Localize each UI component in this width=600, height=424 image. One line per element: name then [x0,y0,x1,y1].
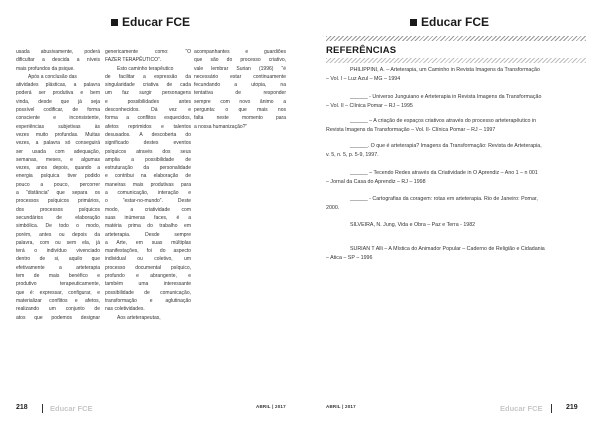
reference-line: ______. O que é arteterapia? Imagens da Transformação: Revista de Arteterapia, [350,143,542,149]
text-column-1 [16,48,100,322]
text-line: nas coletividades. [105,306,145,313]
right-footer-date-box [326,404,356,409]
right-page-number: 219 [566,404,578,411]
text-line: realizando um conjunto de [16,306,100,313]
text-line: produtivo terapeuticamente, [16,281,100,288]
text-line: arteterapia. Desde sempre [105,231,191,238]
left-footer-brand-box [50,404,93,413]
text-line: processos psíquicos primários, [16,198,100,205]
reference-line: v. 5, n. 5, p. 5-9, 1997. [326,151,379,158]
reference-entry [326,221,584,230]
reference-line: – Vol. II – Clínica Pomar – RJ – 1995 [326,102,413,109]
text-column-2 [105,48,191,322]
text-line: efetivamente a arteterapia [16,264,100,271]
text-line: pouco a pouco, percorrer [16,181,100,188]
reference-line: – Atica – SP – 1996 [326,254,373,261]
reference-line: SURIAN T Alli – A Mística do Animador Popular – Caderno de Religião e Cidadania [350,246,545,252]
text-line: de facilitar a expressão da [105,73,191,80]
text-column-3 [194,48,286,131]
left-page-number: 218 [16,404,28,411]
reference-line: – Vol. I – Luz Azul – MG – 1994 [326,75,401,82]
text-line: desusados. A descoberta do [105,131,191,138]
text-line: modo, a criatividade com [105,206,191,213]
right-header [410,15,489,29]
text-line: Esto caminho terapêutico [117,65,174,72]
text-line: mais profundos da psique. [16,65,75,72]
text-line: significado destes eventos [105,140,191,147]
text-line: também uma interessante [105,281,191,288]
text-line: ser usada com adequação, [16,148,100,155]
text-line: atividades plásticas, a palavra [16,82,100,89]
text-line: semanas, meses, e algumas [16,156,100,163]
reference-entry [326,245,584,262]
text-line: a comunicação, interação e [105,190,191,197]
text-line: transformação e aglutinação [105,297,191,304]
text-line: pergunta: o que mais nos [194,107,286,114]
right-footer-divider [551,404,552,413]
text-line: o “estar-no-mundo”. Deste [105,198,191,205]
text-line: profundo e abrangente, e [105,273,191,280]
reference-line: PHILIPPINI, A. – Arteterapia, um Caminho in Revista Imagens da Transformação [350,67,540,73]
reference-line: ______ – A criação de espaços criativos através do processo arteterapêutico in [350,118,537,124]
text-line: energia psíquica tiver podido [16,173,100,180]
left-footer-date-box [256,404,286,409]
text-line: psíquicos através dos seus [105,148,191,155]
text-line: forma a conflitos esquecidos, [105,115,191,122]
left-footer-brand: Educar FCE [50,404,93,413]
text-line: vale lembrar Surian (1996) “é [194,65,286,72]
reference-entry [326,93,584,110]
text-line: necessário estar continuamente [194,73,286,80]
text-line: um faz surgir personagens [105,90,191,97]
text-line: simbólica. De todo o modo, [16,223,100,230]
text-line: dificultar a descida a níveis [16,57,100,64]
text-line: possível codificar, de forma [16,107,100,114]
reference-entry [326,142,584,159]
text-line: vinda, desde que já seja [16,98,100,105]
reference-line: 2000. [326,204,340,211]
text-line: suas inúmeras faces, é a [105,214,191,221]
text-line: poderá ser produtiva e bem [16,90,100,97]
text-line: FAZER TERAPÊUTICO”. [105,57,162,64]
text-line: dos processos psíquicos [16,206,100,213]
text-line: usada abusivamente, poderá [16,49,100,55]
text-line: processo documental psíquico, [105,264,191,271]
text-line: vezes, anos depois, quando a [16,165,100,172]
right-footer-brand-box [500,404,543,413]
right-header-title: Educar FCE [421,15,490,29]
text-line: palavra, com ou sem ela, já [16,239,100,246]
text-line: afetos reprimidos e talentos [105,123,191,130]
text-line: tem de mais benéfico e [16,273,100,280]
text-line: vezes, a palavra só conseguirá [16,140,100,147]
text-line: genericamente como: “O [105,49,191,55]
reference-line: ______ – Tecendo Redes através da Criatividade in O Aprendiz – Ano 1 – n 001 [350,170,538,176]
reference-line: ______ - Universo Junguiano e Arteterapia in Revista Imagens da Transformação [350,94,542,100]
right-page-number-box [566,404,578,411]
reference-entry [326,195,584,212]
text-line: Aos arteterapeutas, [117,314,161,321]
text-line: tentativa de responder [194,90,286,97]
hatch-divider-top [326,36,586,41]
reference-line: SILVEIRA, N. Jung, Vida e Obra – Paz e Terra - 1982 [350,222,476,228]
text-line: falta neste momento para [194,115,286,122]
reference-line: ______ - Cartografias da coragem: rotas em arteterapia. Rio de Janeiro: Pomar, [350,196,538,202]
reference-line: Revista Imagens da Transformação – Vol. II- Clínica Pomar – RJ – 1997 [326,126,496,133]
text-line: maneiras mais produtivas para [105,181,191,188]
text-line: consciente e inconsistente, [16,115,100,122]
text-line: terá o indivíduo vivenciado [16,248,100,255]
text-line: que são do processo criativo, [194,57,286,64]
left-footer-divider [42,404,43,413]
text-line: matéria prima do trabalho em [105,223,191,230]
text-line: possibilidade de comunicação, [105,289,191,296]
text-line: amplia a possibilidade de [105,156,191,163]
text-line: e possibilidades antes [105,98,191,105]
right-footer-date: ABRIL | 2017 [326,404,356,409]
text-line: experiências subjetivas às [16,123,100,130]
reference-entry [326,169,584,186]
text-line: que é: expressar, configurar, e [16,289,100,296]
reference-line: – Jornal da Casa do Aprendiz – RJ – 1998 [326,178,426,185]
text-line: a “distância” que separa os [16,190,100,197]
text-line: individual ou coletivo, um [105,256,191,263]
left-page-number-box [16,404,28,411]
left-header-title: Educar FCE [122,15,191,29]
text-line: Após a conclusão das [28,73,77,80]
text-line: secundários de elaboração [16,214,100,221]
text-line: materializar conflitos e afetos, [16,297,100,304]
square-bullet-icon [111,19,118,26]
text-line: atos que podemos designar [16,314,100,321]
hatch-divider [326,58,586,63]
text-line: a Arte, em suas múltiplas [105,239,191,246]
reference-entry [326,66,584,83]
text-line: dentro de si, aquilo que [16,256,100,263]
text-line: desconhecidos. Dá vez e [105,107,191,114]
text-line: acompanhantes e guardiões [194,49,286,55]
left-header [111,15,190,29]
text-line: porém, antes ou depois da [16,231,100,238]
text-line: sempre com novo ânimo a [194,98,286,105]
square-bullet-icon [410,19,417,26]
text-line: fecundando a utopia, na [194,82,286,89]
right-footer-brand: Educar FCE [500,404,543,413]
reference-entry [326,117,584,134]
text-line: singularidade criativa de cada [105,82,191,89]
text-line: vezes muito profundas. Muitas [16,131,100,138]
text-line: manifestações, foi do aspecto [105,248,191,255]
references-title: REFERÊNCIAS [326,45,397,56]
left-footer-date: ABRIL | 2017 [256,404,286,409]
text-line: estruturação da personalidade [105,165,191,172]
text-line: e contribui na elaboração de [105,173,191,180]
text-line: a nossa humanização?” [194,123,248,130]
